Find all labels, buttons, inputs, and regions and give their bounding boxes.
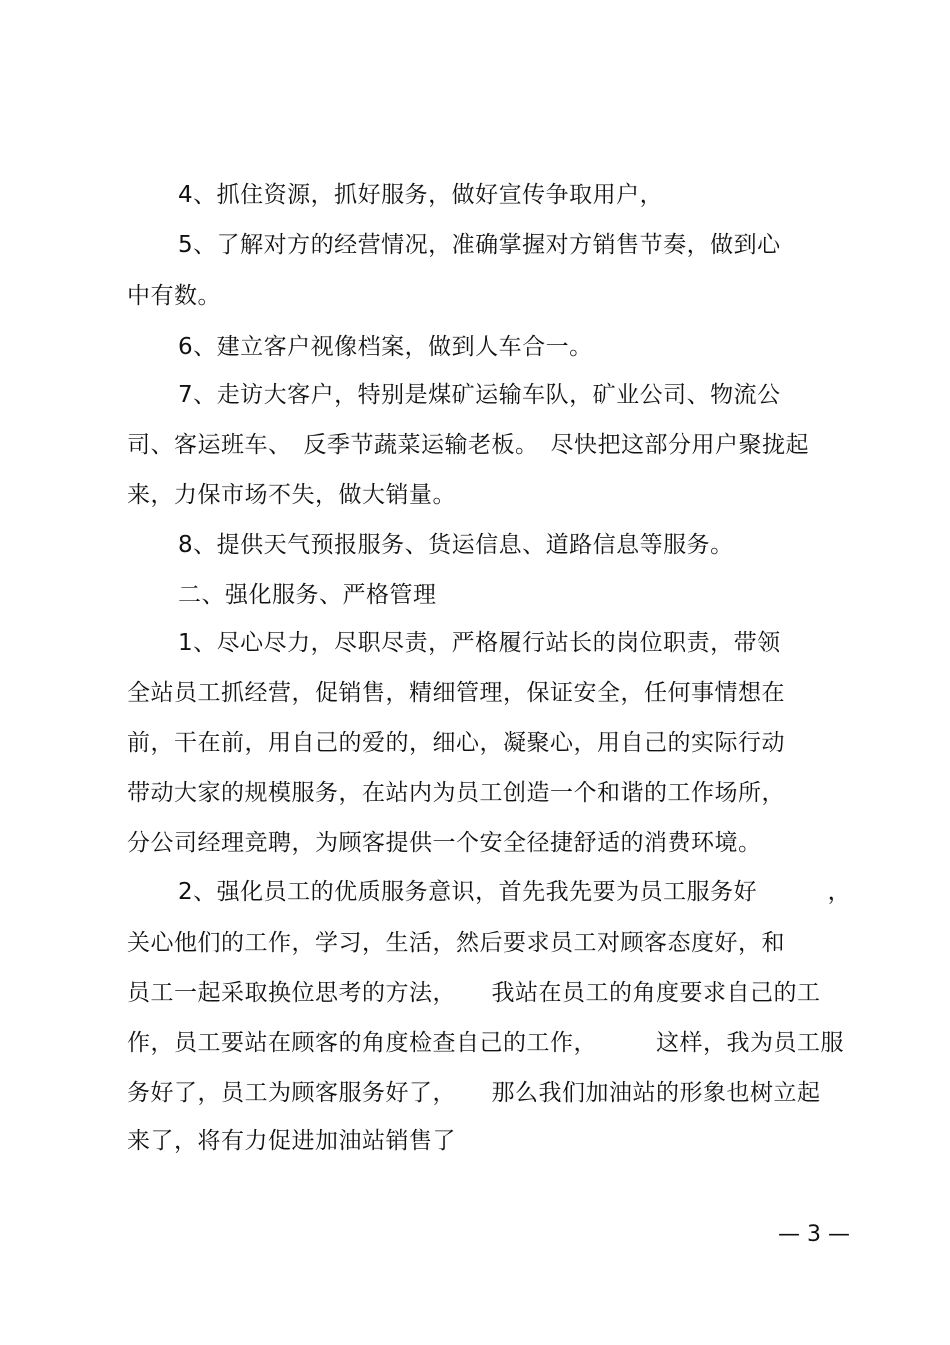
- paragraph-line: 来了，将有力促进加油站销售了: [127, 1128, 456, 1154]
- paragraph-line: 员工一起采取换位思考的方法， 我站在员工的角度要求自己的工: [127, 980, 821, 1006]
- section-heading: 二、强化服务、严格管理: [178, 582, 437, 608]
- paragraph-line: 关心他们的工作，学习，生活，然后要求员工对顾客态度好，和: [127, 930, 785, 956]
- paragraph-line: 8、提供天气预报服务、货运信息、道路信息等服务。: [178, 532, 734, 558]
- paragraph-line: 前，干在前，用自己的爱的，细心，凝聚心，用自己的实际行动: [127, 730, 785, 756]
- paragraph-line: 司、客运班车、 反季节蔬菜运输老板。 尽快把这部分用户聚拢起: [127, 432, 809, 458]
- paragraph-line: 5、了解对方的经营情况，准确掌握对方销售节奏，做到心: [178, 232, 781, 258]
- paragraph-line: 来，力保市场不失，做大销量。: [127, 482, 456, 508]
- paragraph-line: 2、强化员工的优质服务意识，首先我先要为员工服务好 ，: [178, 879, 852, 905]
- page-number: — 3 —: [778, 1222, 850, 1247]
- paragraph-line: 7、走访大客户，特别是煤矿运输车队，矿业公司、物流公: [178, 382, 781, 408]
- paragraph-line: 分公司经理竞聘，为顾客提供一个安全径捷舒适的消费环境。: [127, 830, 762, 856]
- paragraph-line: 务好了，员工为顾客服务好了， 那么我们加油站的形象也树立起: [127, 1080, 821, 1106]
- paragraph-line: 1、尽心尽力，尽职尽责，严格履行站长的岗位职责，带领: [178, 630, 781, 656]
- paragraph-line: 6、建立客户视像档案，做到人车合一。: [178, 334, 593, 360]
- paragraph-line: 中有数。: [127, 283, 221, 309]
- paragraph-line: 全站员工抓经营，促销售，精细管理，保证安全，任何事情想在: [127, 680, 785, 706]
- paragraph-line: 作，员工要站在顾客的角度检查自己的工作， 这样，我为员工服: [127, 1030, 844, 1056]
- paragraph-line: 4、抓住资源，抓好服务，做好宣传争取用户，: [178, 182, 664, 208]
- paragraph-line: 带动大家的规模服务，在站内为员工创造一个和谐的工作场所，: [127, 780, 785, 806]
